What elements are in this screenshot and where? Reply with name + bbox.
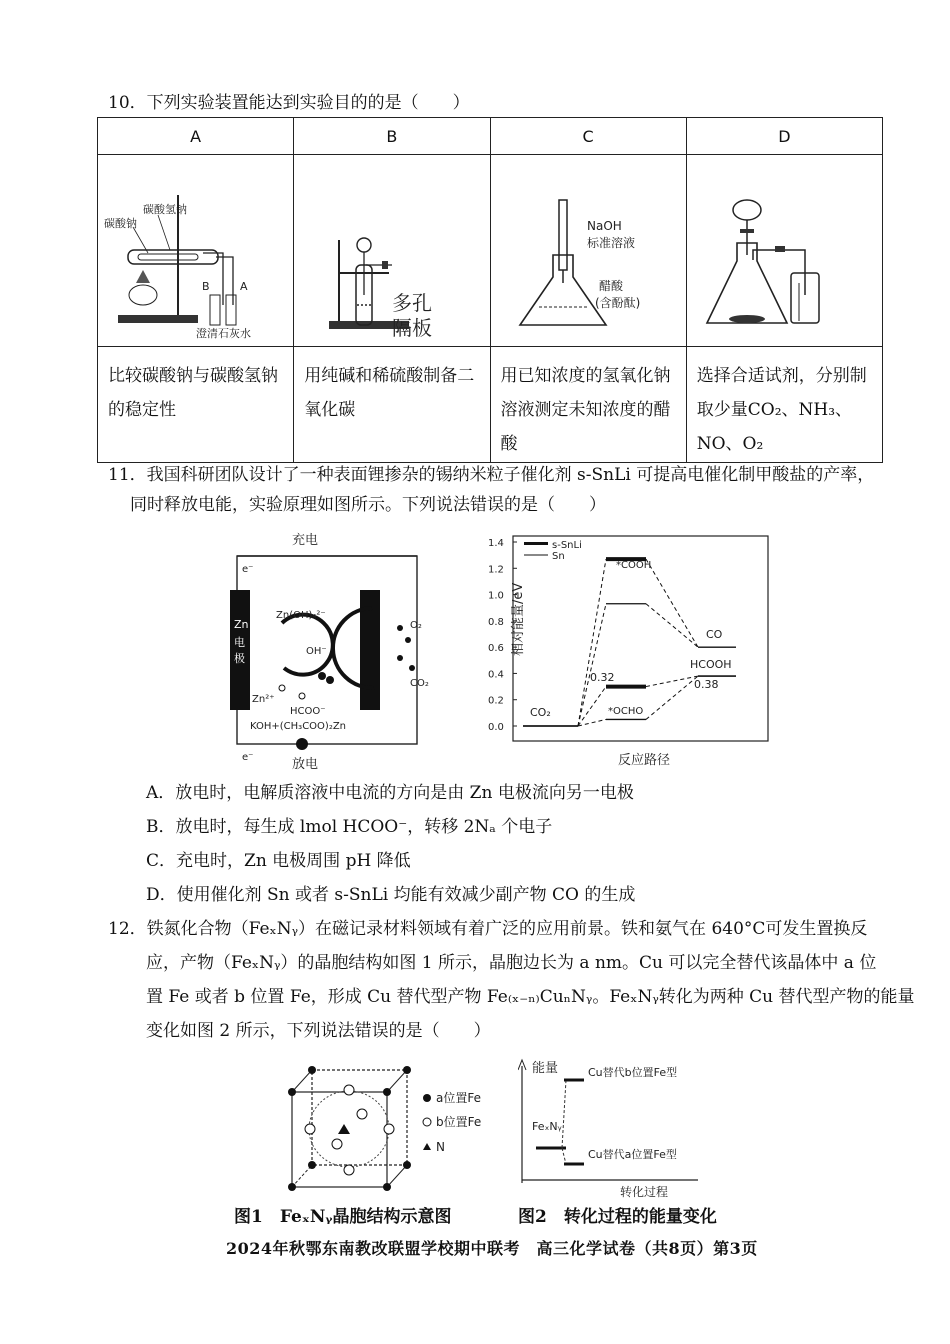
label-limewater: 澄清石灰水 [196, 327, 251, 340]
q11-option-c: C．充电时，Zn 电极周围 pH 降低 [146, 851, 411, 871]
desc-b: 用纯碱和稀硫酸制备二氧化碳 [294, 347, 490, 463]
label-standard: 标准溶液 [586, 236, 635, 250]
series-1-ocho-connector [646, 676, 698, 719]
q12-line-3: 置 Fe 或者 b 位置 Fe，形成 Cu 替代型产物 Fe₍ₓ₋ₙ₎CuₙNᵧ。FeₓNᵧ转化为两种 Cu 替代型产物的能量 [146, 987, 915, 1007]
electron-label-bottom: e⁻ [242, 752, 254, 763]
legend-snli: s-SnLi [552, 540, 582, 551]
annot-cooh: *COOH [616, 560, 652, 571]
svg-text:极: 极 [234, 652, 245, 665]
annot-co: CO [706, 628, 723, 641]
label-discharge: 放电 [292, 757, 319, 770]
series-0-cooh-connector [578, 559, 606, 726]
header-a: A [98, 118, 294, 155]
q11-stem-2: 同时释放电能，实验原理如图所示。下列说法错误的是（ ） [130, 495, 606, 515]
apparatus-b-drawing [294, 155, 462, 341]
page-footer: 2024年秋鄂东南教改联盟学校期中联考 高三化学试卷（共8页）第3页 [226, 1239, 758, 1258]
label-naoh: NaOH [586, 219, 622, 233]
apparatus-a [98, 155, 294, 347]
series-1-cooh-connector [578, 604, 606, 726]
apparatus-c [490, 155, 686, 347]
label-porous-2: 隔板 [392, 316, 433, 340]
label-na2co3: 碳酸钠 [104, 217, 137, 230]
label-tube-b: B [202, 280, 210, 293]
apparatus-d-drawing [687, 155, 852, 341]
q12-line-1: 12．铁氮化合物（FeₓNᵧ）在磁记录材料领域有着广泛的应用前景。铁和氨气在 640°C可发生置换反 [108, 919, 868, 939]
fig2-top-label: Cu替代b位置Fe型 [588, 1066, 678, 1079]
fig2-ylabel: 能量 [532, 1061, 559, 1076]
caption-fig2: 图2 转化过程的能量变化 [518, 1207, 717, 1227]
chart-ytick: 0.4 [488, 669, 504, 681]
legend-a-fe: a位置Fe [436, 1091, 481, 1105]
series-1-ocho-connector [578, 719, 606, 726]
apparatus-b [294, 155, 490, 347]
q10-stem: 10．下列实验装置能达到实验目的的是（ ） [108, 93, 470, 113]
annot-038: 0.38 [694, 678, 719, 691]
annot-ocho: *OCHO [608, 706, 644, 717]
annot-032: 0.32 [590, 671, 615, 684]
label-co2: CO₂ [410, 678, 429, 689]
label-porous-1: 多孔 [392, 291, 433, 315]
annot-hcooh: HCOOH [690, 658, 732, 671]
label-nahco3: 碳酸氢钠 [143, 203, 187, 216]
label-zn2: Zn²⁺ [252, 694, 275, 705]
q12-line-2: 应，产物（FeₓNᵧ）的晶胞结构如图 1 所示，晶胞边长为 a nm。Cu 可以完全替代该晶体中 a 位 [146, 953, 877, 973]
battery-diagram [222, 528, 452, 770]
chart-xlabel: 反应路径 [618, 753, 671, 768]
series-0-ocho-connector [646, 676, 698, 687]
apparatus-c-drawing [491, 155, 686, 341]
q10-options-table [97, 117, 883, 463]
crystal-cell-figure [282, 1062, 500, 1202]
fig2-start-label: FeₓNᵧ [532, 1120, 562, 1133]
annot-co2: CO₂ [530, 706, 551, 719]
apparatus-d [686, 155, 882, 347]
q11-option-d: D．使用催化剂 Sn 或者 s-SnLi 均能有效减少副产物 CO 的生成 [146, 885, 636, 905]
label-oh: OH⁻ [306, 646, 327, 657]
header-c: C [490, 118, 686, 155]
label-hcoo: HCOO⁻ [290, 706, 326, 717]
fig2-bottom-label: Cu替代a位置Fe型 [588, 1148, 677, 1161]
chart-ytick: 1.4 [488, 538, 504, 549]
energy-level-figure [518, 1058, 733, 1198]
fig2-xlabel: 转化过程 [620, 1185, 669, 1198]
label-acetic: 醋酸 [598, 279, 623, 293]
chart-ylabel: 相对能量/eV [511, 582, 526, 656]
svg-text:电: 电 [234, 636, 245, 649]
chart-ytick: 0.2 [488, 695, 504, 707]
chart-ytick: 1.0 [488, 590, 504, 602]
chart-ytick: 0.8 [488, 616, 504, 628]
legend-n: N [436, 1140, 445, 1154]
header-d: D [686, 118, 882, 155]
series-1-cooh-connector [646, 604, 698, 647]
q12-line-4: 变化如图 2 所示，下列说法错误的是（ ） [146, 1021, 491, 1041]
label-zn-oh4: Zn(OH)₄²⁻ [276, 610, 326, 621]
electron-label-top: e⁻ [242, 564, 254, 575]
q11-stem-1: 11．我国科研团队设计了一种表面锂掺杂的锡纳米粒子催化剂 s-SnLi 可提高电催化制甲酸盐的产率， [108, 465, 875, 485]
q11-option-b: B．放电时，每生成 lmol HCOO⁻，转移 2Nₐ 个电子 [146, 817, 553, 837]
label-o2: O₂ [410, 620, 422, 631]
chart-ytick: 1.2 [488, 564, 504, 576]
label-tube-a: A [240, 280, 248, 293]
caption-fig1: 图1 FeₓNᵧ晶胞结构示意图 [234, 1207, 452, 1227]
desc-a: 比较碳酸钠与碳酸氢钠的稳定性 [98, 347, 294, 463]
chart-ytick: 0.0 [488, 722, 504, 733]
series-0-cooh-connector [646, 559, 698, 647]
label-electrolyte: KOH+(CH₃COO)₂Zn [250, 721, 347, 732]
q11-option-a: A．放电时，电解质溶液中电流的方向是由 Zn 电极流向另一电极 [146, 783, 634, 803]
zn-electrode-label: Zn [234, 618, 249, 631]
energy-chart [468, 528, 778, 770]
header-b: B [294, 118, 490, 155]
label-charge: 充电 [292, 533, 319, 548]
desc-c: 用已知浓度的氢氧化钠溶液测定未知浓度的醋酸 [490, 347, 686, 463]
chart-ytick: 0.6 [488, 643, 504, 655]
desc-d: 选择合适试剂，分别制取少量CO₂、NH₃、NO、O₂ [686, 347, 882, 463]
apparatus-a-drawing [98, 155, 256, 341]
legend-sn: Sn [552, 551, 565, 562]
label-phenol: (含酚酞) [594, 296, 640, 310]
legend-b-fe: b位置Fe [436, 1115, 482, 1129]
